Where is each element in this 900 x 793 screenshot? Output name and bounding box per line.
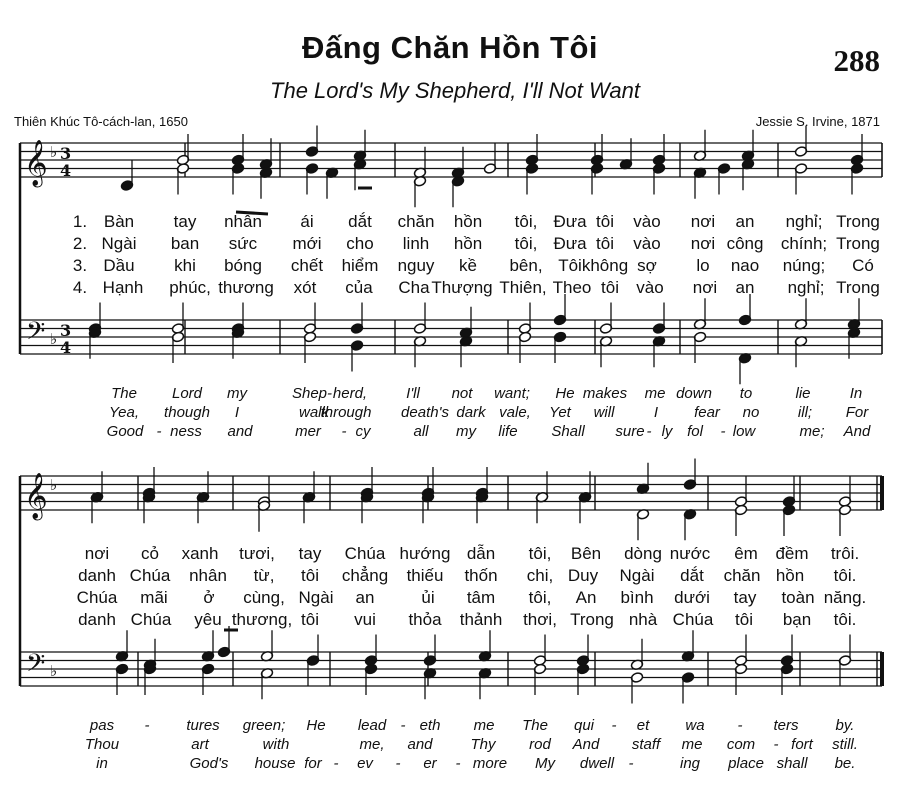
lyric-syllable: My [535,755,555,772]
lyric-syllable: hiểm [341,256,379,275]
lyric-syllable: tươi, [239,544,275,563]
lyric-syllable: thiếu [406,566,444,585]
lyric-syllable: hồn [453,212,483,231]
lyric-syllable: Trong [836,212,880,231]
lyric-syllable: xót [293,278,317,297]
tune-credit: Thiên Khúc Tô-cách-lan, 1650 [14,114,188,129]
lyric-syllable: kề [459,256,477,275]
lyric-syllable: tures [186,717,220,734]
flat-icon: ♭ [50,476,58,494]
lyric-syllable: toàn [781,588,815,607]
lyric-syllable: er [423,755,437,772]
lyric-syllable: shall [776,755,808,772]
lyric-syllable: núng; [782,256,826,275]
lyric-syllable: - [400,717,406,734]
text-credit: Jessie S. Irvine, 1871 [755,114,880,129]
lyric-syllable: tay [173,212,197,231]
lyric-syllable: Thượng [431,278,493,297]
lyric-syllable: vui [354,610,376,629]
lyric-syllable: An [575,588,597,607]
lyric-syllable: and [407,736,433,753]
lyric-syllable: êm [734,544,758,563]
lyric-syllable: chăn [397,212,435,231]
lyric-syllable: nơi [84,544,110,563]
lyric-syllable: com [726,736,756,753]
lyric-syllable: danh [78,566,116,585]
lyric-syllable: chi, [526,566,554,585]
lyric-syllable: I [653,404,659,421]
lyric-syllable: Thy [470,736,496,753]
lyric-syllable: for [304,755,322,772]
final-barline [880,652,884,686]
lyric-syllable: down [676,385,712,402]
flat-icon: ♭ [50,330,58,348]
lyric-syllable: thỏa [408,610,442,629]
lyric-syllable: Theo [552,278,592,297]
lyric-syllable: ev [357,755,373,772]
lyric-syllable: tôi [735,610,753,629]
lyric-syllable: tâm [466,588,496,607]
lyric-syllable: - [455,755,461,772]
lyric-syllable: dưới [674,588,710,607]
lyric-syllable: And [572,736,600,753]
lyric-syllable: nơi [690,234,716,253]
lyric-syllable: me, [359,736,385,753]
lyric-syllable: Hạnh [102,278,144,297]
time-sig-bottom: 4 [60,161,72,180]
lyric-syllable: của [345,278,373,297]
lyric-syllable: Chúa [672,610,714,629]
time-sig-bottom: 4 [60,338,72,357]
lyric-syllable: death's [401,404,449,421]
lyric-syllable: will [593,404,615,421]
lyric-syllable: yêu [194,610,222,629]
lyric-syllable: dẫn [466,544,496,563]
lyric-syllable: cùng, [243,588,285,607]
lyric-syllable: with [262,736,290,753]
lyric-syllable: cỏ [141,544,159,563]
lyric-syllable: 1. [72,212,88,231]
lyric-syllable: chẳng [341,566,389,585]
lyric-syllable: He [306,717,326,734]
lyric-syllable: wa [685,717,705,734]
lyric-syllable: makes [582,385,628,402]
lyric-syllable: pas [89,717,115,734]
lyric-syllable: tôi, [528,588,552,607]
lyric-syllable: dắt [348,212,372,231]
lyric-syllable: life [498,423,518,440]
lyric-syllable: trôi. [830,544,860,563]
lyric-syllable: - [737,717,743,734]
lyric-syllable: Duy [567,566,599,585]
lyric-syllable: Yet [549,404,571,421]
lyric-syllable: lo [696,256,710,275]
lyric-syllable: an [355,588,375,607]
lyric-syllable: tôi, [514,212,538,231]
lyric-syllable: nhân [189,566,227,585]
lyric-syllable: tôi [596,212,614,231]
lyric-syllable: Trong [836,278,880,297]
flat-icon: ♭ [50,143,58,161]
lyric-syllable: vào [633,212,661,231]
lyric-syllable: Thiên, [499,278,547,297]
time-sig-top: 3 [60,144,72,163]
lyric-syllable: Chúa [76,588,118,607]
lyric-syllable: Shall [551,423,585,440]
lyric-syllable: Bàn [103,212,135,231]
lyric-syllable: still. [832,736,858,753]
lyric-syllable: hồn [775,566,805,585]
lyric-syllable: không [581,256,629,275]
lyric-syllable: ness [170,423,202,440]
lyric-syllable: I'll [406,385,420,402]
lyric-syllable: Dầu [103,256,135,275]
lyric-syllable: me [681,736,703,753]
lyric-syllable: nơi [690,212,716,231]
lyric-syllable: Ngài [619,566,655,585]
lyric-syllable: He [555,385,575,402]
lyric-syllable: năng. [823,588,867,607]
lyric-syllable: nghỉ; [785,212,823,231]
lyric-syllable: - [144,717,150,734]
lyric-syllable: mới [292,234,322,253]
lyric-syllable: bạn [782,610,812,629]
lyric-syllable: my [227,385,247,402]
lyric-syllable: tôi, [528,544,552,563]
lyric-syllable: ill; [797,404,813,421]
lyric-syllable: chăn [723,566,761,585]
lyric-syllable: to [739,385,753,402]
lyric-syllable: sức [228,234,258,253]
lyric-syllable: fol [687,423,703,440]
lyric-syllable: ly [661,423,673,440]
lyric-syllable: though [164,404,210,421]
lyric-syllable: Chúa [129,566,171,585]
lyric-syllable: ing [679,755,701,772]
lyric-syllable: fear [694,404,720,421]
lyric-syllable: in [96,755,108,772]
lyric-syllable: dòng [624,544,662,563]
lyric-syllable: thơi, [523,610,557,629]
lyric-syllable: - [773,736,779,753]
lyric-syllable: danh [78,610,116,629]
lyric-syllable: nơi [692,278,718,297]
lyric-syllable: dắt [680,566,704,585]
lyric-syllable: tay [733,588,757,607]
lyric-syllable: - [156,423,162,440]
lyric-syllable: chết [290,256,324,275]
lyric-syllable: Thou [84,736,120,753]
lyric-syllable: an [735,278,755,297]
lyric-syllable: bóng [224,256,262,275]
lyric-syllable: ban [170,234,200,253]
lyric-syllable: tôi, [514,234,538,253]
lyric-syllable: đềm [775,544,809,563]
lyric-syllable: my [456,423,476,440]
lyric-syllable: Đưa [553,212,587,231]
lyric-syllable: staff [631,736,661,753]
lyric-syllable: Trong [836,234,880,253]
lyric-syllable: bình [620,588,654,607]
lyric-syllable: ủi [421,588,435,607]
lyric-syllable: ái [300,212,314,231]
lyric-syllable: nhân [224,212,262,231]
lyric-syllable: từ, [253,566,275,585]
lyric-syllable: tôi. [833,610,857,629]
lyric-syllable: through [320,404,372,421]
lyric-syllable: me; [799,423,825,440]
lyric-syllable: nao [730,256,760,275]
lyric-syllable: And [843,423,871,440]
lyric-syllable: phúc, [169,278,211,297]
lyric-syllable: no [742,404,760,421]
lyric-syllable: mer [295,423,321,440]
lyric-syllable: lead [357,717,387,734]
lyric-syllable: tôi [596,234,614,253]
lyric-syllable: more [472,755,508,772]
lyric-syllable: art [191,736,209,753]
lyric-syllable: - [333,755,339,772]
lyric-syllable: hồn [453,234,483,253]
final-barline [880,476,884,510]
lyric-syllable: - [720,423,726,440]
lyric-syllable: Chúa [130,610,172,629]
lyric-syllable: tôi [301,566,319,585]
lyric-syllable: want; [494,385,530,402]
lyric-syllable: vào [636,278,664,297]
lyric-syllable: thương [218,278,274,297]
lyric-syllable: Trong [570,610,614,629]
lyric-syllable: linh [402,234,430,253]
lyric-syllable: cho [346,234,374,253]
lyric-syllable: ters [773,717,799,734]
lyric-syllable: thương, [231,610,293,629]
lyric-syllable: fort [791,736,813,753]
lyric-syllable: - [646,423,652,440]
treble-clef-icon: 𝄞 [24,473,48,519]
bass-clef-icon: 𝄢 [26,317,46,352]
lyric-syllable: I [234,404,240,421]
lyric-syllable: green; [242,717,286,734]
lyric-syllable: house [254,755,296,772]
lyric-syllable: Có [852,256,874,275]
lyric-syllable: lie [795,385,811,402]
flat-icon: ♭ [50,662,58,680]
lyric-syllable: thảnh [459,610,503,629]
lyric-syllable: 3. [72,256,88,275]
lyric-syllable: nghỉ; [787,278,825,297]
lyric-syllable: me [473,717,495,734]
lyric-syllable: mãi [140,588,168,607]
lyric-syllable: low [732,423,756,440]
lyric-syllable: nhà [628,610,658,629]
lyric-syllable: an [735,212,755,231]
lyric-syllable: xanh [181,544,219,563]
lyric-syllable: and [227,423,253,440]
lyric-syllable: nước [669,544,711,563]
lyric-syllable: Tôi [558,256,582,275]
lyric-syllable: tôi [601,278,619,297]
lyric-syllable: Shep- [291,385,333,402]
lyric-syllable: Bên [570,544,602,563]
lyric-syllable: by. [835,717,855,734]
lyric-syllable: dwell [579,755,615,772]
lyric-syllable: chính; [780,234,828,253]
lyric-syllable: not [451,385,473,402]
lyric-syllable: The [111,385,137,402]
lyric-syllable: eth [419,717,441,734]
lyric-syllable: công [726,234,764,253]
lyric-syllable: place [728,755,764,772]
lyric-syllable: 2. [72,234,88,253]
lyric-syllable: - [395,755,401,772]
lyric-syllable: God's [189,755,229,772]
lyric-syllable: vào [633,234,661,253]
lyric-syllable: herd, [332,385,368,402]
lyric-syllable: hướng [399,544,451,563]
lyric-syllable: tôi [301,610,319,629]
bass-clef-icon: 𝄢 [26,649,46,684]
lyric-syllable: rod [529,736,551,753]
lyric-syllable: Lord [171,385,203,402]
lyric-syllable: all [413,423,429,440]
lyric-syllable: Đưa [553,234,587,253]
lyric-syllable: dark [456,404,486,421]
lyric-syllable: khi [174,256,196,275]
lyric-syllable: Chúa [344,544,386,563]
lyric-syllable: Good [106,423,144,440]
lyric-syllable: Yea, [108,404,140,421]
lyric-syllable: sợ [637,256,657,275]
lyric-syllable: me [644,385,666,402]
lyric-syllable: The [522,717,548,734]
lyric-syllable: Ngài [101,234,137,253]
lyric-syllable: Cha [398,278,430,297]
lyric-syllable: vale, [499,404,531,421]
lyric-syllable: tay [298,544,322,563]
lyric-syllable: In [849,385,863,402]
lyric-syllable: sure [615,423,645,440]
lyric-syllable: - [628,755,634,772]
lyric-syllable: et [636,717,650,734]
lyric-syllable: nguy [397,256,435,275]
lyric-syllable: thốn [464,566,498,585]
hymn-number: 288 [833,43,880,78]
lyric-syllable: walk [298,404,330,421]
lyric-syllable: For [845,404,869,421]
lyric-syllable: be. [834,755,856,772]
lyric-syllable: bên, [509,256,543,275]
lyric-syllable: - [611,717,617,734]
time-sig-top: 3 [60,321,72,340]
treble-clef-icon: 𝄞 [24,140,48,186]
lyric-syllable: 4. [72,278,88,297]
lyric-syllable: tôi. [833,566,857,585]
lyric-syllable: Ngài [298,588,334,607]
lyric-syllable: cy [355,423,371,440]
lyric-syllable: - [341,423,347,440]
hymn-subtitle: The Lord's My Shepherd, I'll Not Want [270,78,640,103]
lyric-syllable: ở [203,588,215,607]
lyric-syllable: qui [573,717,595,734]
hymn-title: Đấng Chăn Hồn Tôi [301,30,599,65]
